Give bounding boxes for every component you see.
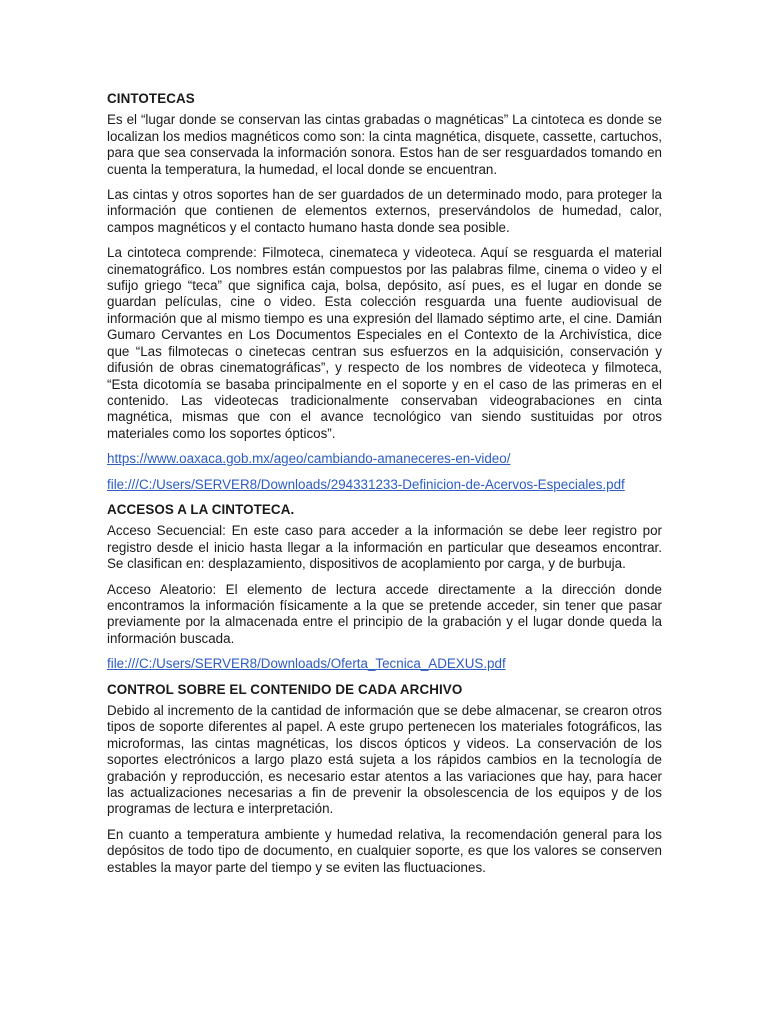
paragraph-comprende: La cintoteca comprende: Filmoteca, cinemateca y videoteca. Aquí se resguarda el material cinematográfico. Los nombres están compuestos por las palabras filme, cinema o video y el sufijo griego “teca” que significa caja, bolsa, depósito, así pues, es el lugar en donde se guardan películas, cine o video. Esta colección resguarda una fuente audiovisual de información que al mismo tiempo es una expresión del llamado séptimo arte, el cine. Damián Gumaro Cervantes en Los Documentos Especiales en el Contexto de la Archivística, dice que “Las filmotecas o cinetecas centran sus esfuerzos en la adquisición, conservación y difusión de obras cinematográficas”, y respecto de los nombres de videoteca y filmoteca, “Esta dicotomía se basaba principalmente en el soporte y en el caso de las primeras en el contenido. Las videotecas tradicionalmente conservaban videograbaciones en cinta magnética, mismas que con el avance tecnológico van siendo sustituidas por otros materiales como los soportes ópticos”. — [107, 245, 662, 441]
link-oaxaca[interactable]: https://www.oaxaca.gob.mx/ageo/cambiando-amaneceres-en-video/ — [107, 451, 511, 467]
heading-cintotecas: CINTOTECAS — [107, 91, 195, 106]
heading-control: CONTROL SOBRE EL CONTENIDO DE CADA ARCHIVO — [107, 681, 463, 697]
paragraph-soportes: Debido al incremento de la cantidad de información que se debe almacenar, se crearon otros tipos de soporte diferentes al papel. A este grupo pertenecen los materiales fotográficos, las microformas, las cintas magnéticas, los discos ópticos y videos. La conservación de los soportes electrónicos a largo plazo está sujeta a los rápidos cambios en la tecnología de grabación y reproducción, es necesario estar atentos a las variaciones que hay, para hacer las actualizaciones necesarias a fin de prevenir la obsolescencia de los equipos y de los programas de lectura e interpretación. — [107, 703, 662, 817]
paragraph-storage: Las cintas y otros soportes han de ser guardados de un determinado modo, para proteger la información que contienen de elementos externos, preservándolos de humedad, calor, campos magnéticos y el contacto humano hasta donde sea posible. — [107, 187, 662, 235]
paragraph-definition: Es el “lugar donde se conservan las cintas grabadas o magnéticas” La cintoteca es donde se localizan los medios magnéticos como son: la cinta magnética, disquete, cassette, cartuchos, para que sea conservada la información sonora. Estos han de ser resguardados tomando en cuenta la temperatura, la humedad, el local donde se encuentran. — [107, 112, 662, 177]
document-page — [107, 91, 662, 885]
paragraph-acceso-secuencial: Acceso Secuencial: En este caso para acceder a la información se debe leer registro por registro desde el inicio hasta llegar a la información en particular que deseamos encontrar. Se clasifican en: desplazamiento, dispositivos de acoplamiento por carga, y de burbuja. — [107, 523, 662, 572]
link-acervos-pdf[interactable]: file:///C:/Users/SERVER8/Downloads/294331233-Definicion-de-Acervos-Especiales.pdf — [107, 476, 625, 492]
heading-accesos: ACCESOS A LA CINTOTECA. — [107, 501, 295, 517]
paragraph-acceso-aleatorio: Acceso Aleatorio: El elemento de lectura accede directamente a la dirección donde encontramos la información físicamente a la que se pretende acceder, sin tener que pasar previamente por la almacenada entre el principio de la grabación y el lugar donde queda la información buscada. — [107, 581, 662, 646]
paragraph-temperatura: En cuanto a temperatura ambiente y humedad relativa, la recomendación general para los depósitos de todo tipo de documento, en cualquier soporte, es que los valores se conserven estables la mayor parte del tiempo y se eviten las fluctuaciones. — [107, 826, 662, 875]
link-oferta-pdf[interactable]: file:///C:/Users/SERVER8/Downloads/Oferta_Tecnica_ADEXUS.pdf — [107, 656, 506, 672]
